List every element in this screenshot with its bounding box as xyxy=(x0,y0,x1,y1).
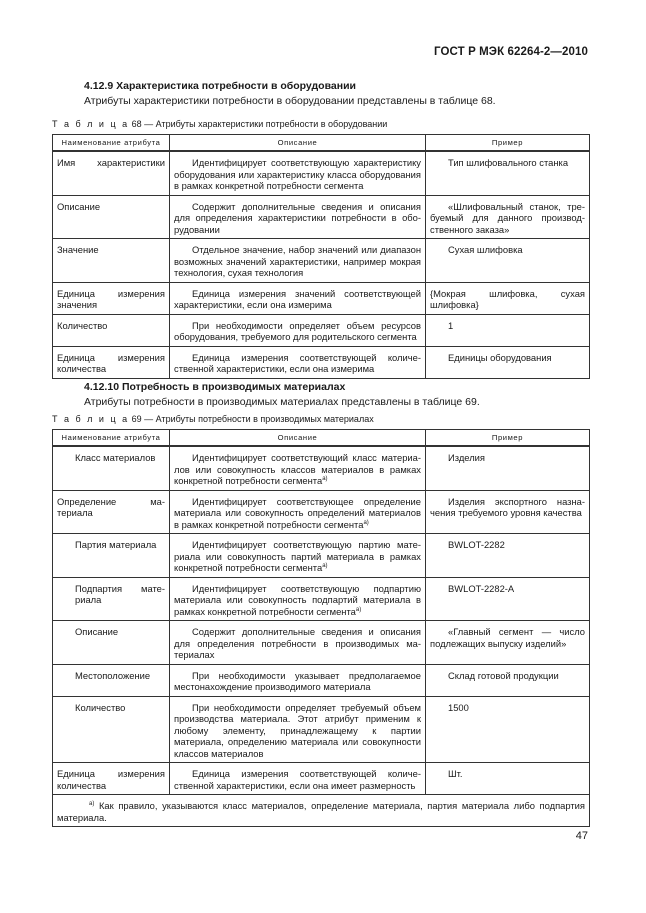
attribute-name: Определение материала xyxy=(57,495,165,518)
caption-text: 69 — Атрибуты потребности в производимых материалах xyxy=(131,414,374,424)
column-header: Описание xyxy=(170,135,426,152)
attribute-description: Идентифицирует соответствующий класс материалов или совокупность классов материалов в рамках конкретной потребности сегмента xyxy=(174,452,421,486)
table-row xyxy=(53,763,590,795)
attribute-description: Единица измерения значений соответствующей характеристики, если она измерима xyxy=(174,287,421,310)
attribute-name: Имя характеристики xyxy=(57,157,165,168)
table-row xyxy=(53,490,590,534)
table-row xyxy=(53,314,590,346)
attribute-name: Описание xyxy=(57,200,101,212)
attribute-description: Отдельное значение, набор значений или диапазон возможных значений характеристики, например мокрая технология, сухая технология xyxy=(174,244,421,278)
attribute-description: Идентифицирует соответствующую партию материала или совокупность партий материала в рамках конкретной потребности сегмента xyxy=(174,539,421,573)
attribute-name: Значение xyxy=(57,244,99,255)
caption-prefix: Т а б л и ц а xyxy=(52,119,130,129)
attribute-name: Класс материалов xyxy=(75,452,156,463)
attribute-example: 1500 xyxy=(448,701,469,713)
attribute-description: Содержит дополнительные сведения и описания для определения характеристики потребности в оборудовании xyxy=(174,200,421,235)
attribute-example: Изделия экспортного назначения требуемого уровня качества xyxy=(430,495,585,518)
table-row xyxy=(53,282,590,314)
attribute-description: При необходимости определяет объем ресурсов оборудования, требуемого для родительского сегмента xyxy=(174,319,421,342)
column-header: Наименование атрибута xyxy=(53,430,170,447)
table-footnote-row xyxy=(53,795,590,827)
table-row xyxy=(53,577,590,621)
column-header: Описание xyxy=(170,430,426,447)
table-row xyxy=(53,534,590,578)
attribute-name: Местоположение xyxy=(75,669,151,681)
table-69-caption xyxy=(52,414,374,424)
attribute-example: Сухая шлифовка xyxy=(448,244,523,255)
caption-prefix: Т а б л и ц а xyxy=(52,414,130,424)
standard-number: ГОСТ Р МЭК 62264-2—2010 xyxy=(434,46,588,58)
footnote-ref: а) xyxy=(363,519,369,526)
table-68-caption xyxy=(52,119,387,129)
attribute-name: Описание xyxy=(75,626,119,637)
page-number: 47 xyxy=(575,830,588,842)
footnote-ref: а) xyxy=(322,562,328,569)
attribute-example: Склад готовой продукции xyxy=(448,669,559,681)
table-row xyxy=(53,151,590,195)
attribute-example: BWLOT-2282-A xyxy=(448,582,515,594)
table-row xyxy=(53,195,590,239)
attribute-description: При необходимости указывает предполагаемое местонахождение производимого материала xyxy=(174,669,421,692)
column-header: Наименование атрибута xyxy=(53,135,170,152)
column-header: Пример xyxy=(426,430,590,447)
attribute-description: Идентифицирует соответствующее определение материала или совокупность определений материалов в рамках конкретной потребности сегмента xyxy=(174,495,421,530)
table-69 xyxy=(52,429,590,827)
section-intro-4-12-9: Атрибуты характеристики потребности в оборудовании представлены в таблице 68. xyxy=(84,95,496,107)
attribute-name: Единица измерения значения xyxy=(57,287,165,310)
attribute-example: «Шлифовальный станок, требуемый для данного производственного заказа» xyxy=(430,200,585,235)
attribute-example: Шт. xyxy=(448,768,463,779)
attribute-name: Партия материала xyxy=(75,539,157,550)
attribute-name: Количество xyxy=(75,701,126,713)
table-row xyxy=(53,664,590,696)
attribute-name: Количество xyxy=(57,319,108,331)
table-footnote: Как правило, указываются класс материалов, определение материала, партия материала либо подпартия материала. xyxy=(57,800,585,823)
footnote-mark: а) xyxy=(89,800,95,807)
attribute-description: Единица измерения соответствующей количественной характеристики, если она измерима xyxy=(174,351,421,374)
caption-text: 68 — Атрибуты характеристики потребности в оборудовании xyxy=(131,119,388,129)
table-row xyxy=(53,239,590,283)
attribute-description: Содержит дополнительные сведения и описания для определения потребности в производимых материалах xyxy=(174,626,421,660)
attribute-description: Идентифицирует соответствующую подпартию материала или совокупность подпартий материала в рамках конкретной потребности сегмента xyxy=(174,582,421,617)
attribute-description: Идентифицирует соответствующую характеристику оборудования или характеристику класса оборудования в рамках конкретной потребности сегмента xyxy=(174,157,421,191)
section-intro-4-12-10: Атрибуты потребности в производимых материалах представлены в таблице 69. xyxy=(84,396,480,408)
attribute-description: При необходимости определяет требуемый объем производства материала. Этот атрибут применим к любому элементу, принадлежащему к партии материала, определению материала или совокупности классов материалов xyxy=(174,701,421,759)
table-row xyxy=(53,696,590,763)
column-header: Пример xyxy=(426,135,590,152)
section-heading-4-12-9: 4.12.9 Характеристика потребности в оборудовании xyxy=(84,80,356,92)
attribute-example: Изделия xyxy=(448,452,485,463)
attribute-example: Единицы оборудования xyxy=(448,351,552,363)
attribute-name: Единица измерения количества xyxy=(57,768,165,791)
section-heading-4-12-10: 4.12.10 Потребность в производимых материалах xyxy=(84,381,346,393)
footnote-ref: а) xyxy=(355,606,362,613)
table-row xyxy=(53,346,590,378)
attribute-example: {Мокрая шлифовка, сухая шлифовка} xyxy=(430,287,585,310)
attribute-example: 1 xyxy=(448,319,454,331)
attribute-example: Тип шлифовального станка xyxy=(448,157,569,168)
attribute-name: Подпартия материала xyxy=(75,582,165,605)
table-row xyxy=(53,621,590,665)
footnote-ref: а) xyxy=(322,475,328,482)
attribute-example: «Главный сегмент — число подлежащих выпуску изделий» xyxy=(430,626,585,649)
attribute-name: Единица измерения количества xyxy=(57,351,165,374)
table-68 xyxy=(52,134,590,379)
attribute-description: Единица измерения соответствующей количественной характеристики, если она имеет размерность xyxy=(174,768,421,791)
table-row xyxy=(53,446,590,490)
attribute-example: BWLOT-2282 xyxy=(448,539,505,550)
